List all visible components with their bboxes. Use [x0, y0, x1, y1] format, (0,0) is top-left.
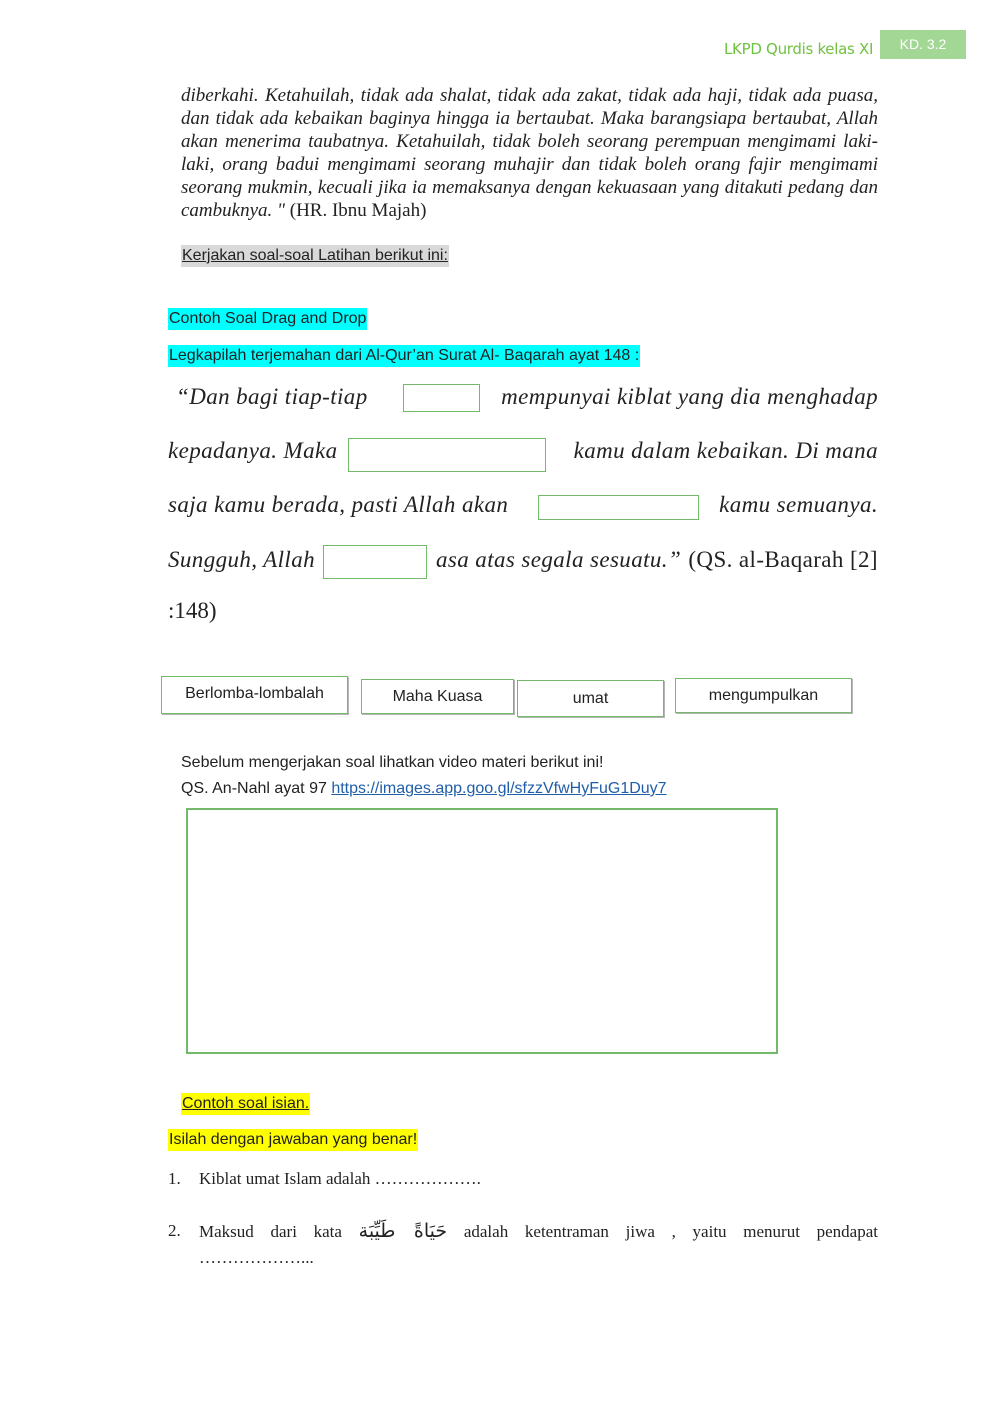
hadith-text: diberkahi. Ketahuilah, tidak ada shalat, tidak ada zakat, tidak ada haji, tidak ada puasa, dan tidak ada kebaikan baginya hingga ia bertaubat. Maka barangsiapa bertaubat, Allah akan menerima taubatnya. Ketahuilah, tidak boleh seorang perempuan mengimami laki-laki, orang badui mengimami seorang muhajir dan tidak boleh orang fajir mengimami seorang mukmin, kecuali jika ia memaksanya dengan kekuasaan yang ditakuti pedang dan cambuknya. " [181, 85, 878, 221]
exercise-instruction: Kerjakan soal-soal Latihan berikut ini: [181, 245, 449, 267]
question-number: 1. [168, 1169, 181, 1188]
passage-text: saja kamu berada, pasti Allah akan [168, 492, 509, 517]
passage-line-4 [168, 544, 878, 576]
answer-chip-berlomba[interactable]: Berlomba-lombalah [161, 676, 348, 714]
passage-line-3 [168, 489, 878, 521]
video-link[interactable]: https://images.app.goo.gl/sfzzVfwHyFuG1Duy7 [331, 780, 667, 797]
answer-chip-umat[interactable]: umat [517, 680, 664, 717]
passage-text: kepadanya. Maka [168, 438, 338, 463]
answer-chip-maha-kuasa[interactable]: Maha Kuasa [361, 679, 514, 714]
fill-in-task: Isilah dengan jawaban yang benar! [168, 1129, 418, 1151]
kd-badge: KD. 3.2 [880, 30, 966, 59]
video-line [181, 776, 667, 802]
question-text-before: Maksud dari kata [199, 1222, 359, 1241]
hadith-paragraph [181, 84, 878, 222]
question-text-after: adalah ketentraman jiwa , yaitu menurut pendapat [447, 1222, 878, 1241]
passage-text: kamu dalam kebaikan. Di mana [573, 438, 878, 463]
drop-gap-4[interactable] [323, 545, 427, 579]
drop-gap-1[interactable] [403, 384, 480, 412]
question-text: Kiblat umat Islam adalah ………………. [199, 1169, 481, 1188]
fill-in-title: Contoh soal isian. [181, 1093, 310, 1115]
dragdrop-task: Legkapilah terjemahan dari Al-Qur’an Surat Al- Baqarah ayat 148 : [168, 345, 640, 367]
passage-reference: (QS. al-Baqarah [2] [688, 547, 878, 572]
hadith-source: (HR. Ibnu Majah) [285, 200, 427, 221]
question-2 [168, 1218, 878, 1271]
passage-reference-end: :148) [168, 598, 217, 623]
question-continuation: ………………... [199, 1248, 314, 1267]
arabic-term: حَيَاةً طَيِّبَة [358, 1220, 448, 1242]
video-embed-frame[interactable] [186, 808, 778, 1054]
dragdrop-title: Contoh Soal Drag and Drop [168, 308, 367, 330]
video-note [181, 750, 667, 802]
passage-line-2 [168, 435, 878, 467]
passage-text: asa atas segala sesuatu.” [436, 547, 682, 572]
video-instruction: Sebelum mengerjakan soal lihatkan video materi berikut ini! [181, 754, 604, 771]
passage-text: mempunyai kiblat yang dia menghadap [501, 384, 878, 409]
passage-text: Sungguh, Allah [168, 547, 316, 572]
question-1 [168, 1166, 878, 1192]
passage-line-1 [168, 381, 878, 413]
video-label: QS. An-Nahl ayat 97 [181, 780, 332, 797]
header-title: LKPD Qurdis kelas XI [724, 40, 874, 58]
question-number: 2. [168, 1221, 181, 1240]
drop-gap-2[interactable] [348, 438, 546, 472]
question-text [199, 1218, 878, 1245]
answer-chip-mengumpulkan[interactable]: mengumpulkan [675, 678, 852, 713]
passage-text: kamu semuanya. [719, 492, 878, 517]
passage-text: “Dan bagi tiap-tiap [176, 384, 368, 409]
drop-gap-3[interactable] [538, 495, 699, 520]
